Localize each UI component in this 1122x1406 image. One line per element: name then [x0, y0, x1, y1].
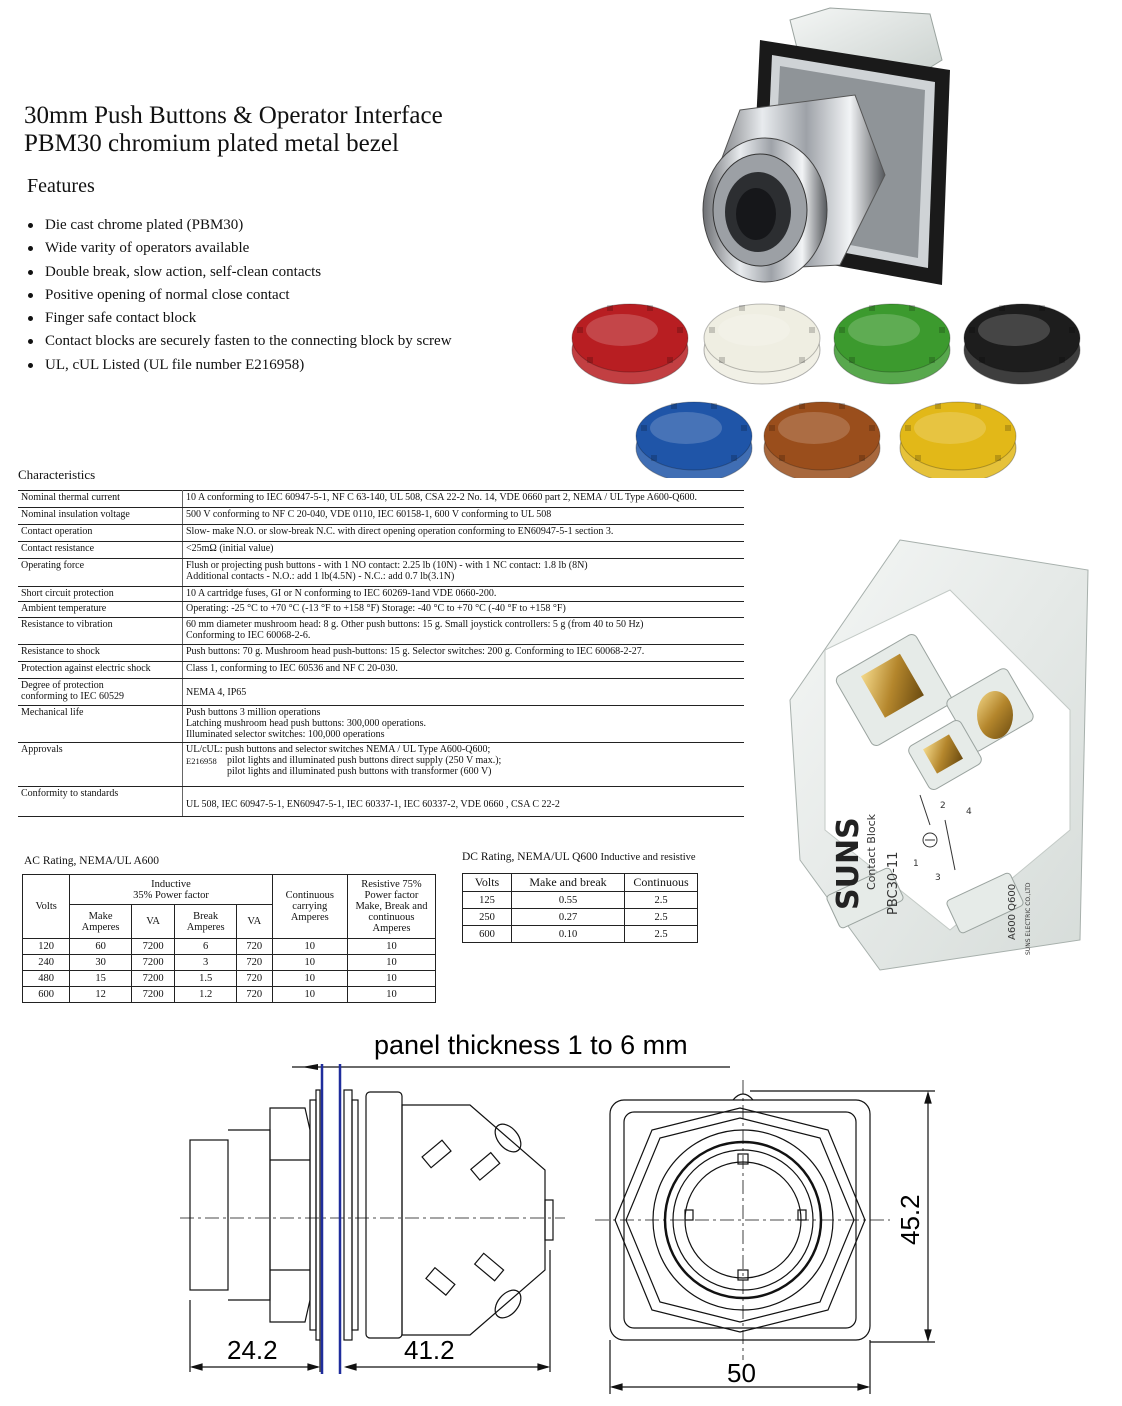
- table-cell: 720: [236, 987, 272, 1003]
- push-button-photo: [680, 0, 980, 300]
- characteristics-heading: Characteristics: [18, 467, 96, 482]
- header-line: Amperes: [81, 921, 120, 933]
- feature-item: UL, cUL Listed (UL file number E216958): [24, 354, 452, 377]
- table-cell: 720: [236, 955, 272, 971]
- header-line: Make: [88, 910, 113, 922]
- table-cell: 60: [70, 939, 132, 955]
- table-cell: 480: [23, 971, 70, 987]
- table-cell: 2.5: [625, 909, 698, 926]
- table-cell: 2.5: [625, 926, 698, 943]
- char-value: 500 V conforming to NF C 20-040, VDE 0110, IEC 60158-1, 600 V conforming to UL 508: [183, 508, 745, 525]
- table-row: [18, 542, 744, 559]
- header-line: 35% Power factor: [133, 889, 209, 901]
- char-value-line: Additional contacts - N.O.: add 1 lb(4.5N) - N.C.: add 0.7 lb(3.1N): [186, 571, 455, 582]
- side-view-nut: [270, 1108, 310, 1322]
- table-cell: 250: [463, 909, 512, 926]
- ac-rating-table: [22, 874, 436, 1003]
- table-cell: 10: [272, 987, 347, 1003]
- table-row: [18, 602, 744, 618]
- brand-logo: SUNS: [831, 817, 866, 910]
- header-line: Break: [193, 910, 219, 922]
- table-header-row: [23, 875, 436, 905]
- feature-item: Double break, slow action, self-clean contacts: [24, 261, 452, 284]
- terminal-label: 4: [966, 807, 972, 817]
- dc-rating-subtitle: Inductive and resistive: [600, 852, 696, 863]
- header-line: Amperes: [372, 923, 411, 934]
- feature-item: Contact blocks are securely fasten to the connecting block by screw: [24, 330, 452, 353]
- column-header: Volts: [23, 875, 70, 939]
- dc-rating-table: [462, 873, 698, 943]
- table-cell: 720: [236, 939, 272, 955]
- char-value-line: pilot lights and illuminated push buttons with transformer (600 V): [227, 766, 492, 777]
- char-value: 10 A conforming to IEC 60947-5-1, NF C 63-140, UL 508, CSA 22-2 No. 14, VDE 0660 part 2, NEMA / UL Type A600-Q600.: [183, 491, 745, 508]
- dimension-height: 45.2: [895, 1194, 925, 1245]
- table-cell: 10: [272, 939, 347, 955]
- char-key: Operating force: [18, 559, 183, 587]
- table-row: [18, 525, 744, 542]
- column-header: VA: [131, 905, 175, 939]
- table-cell: 7200: [131, 939, 175, 955]
- table-row: [18, 508, 744, 525]
- features-heading: Features: [27, 175, 95, 197]
- char-value-line: UL/cUL: push buttons and selector switches NEMA / UL Type A600-Q600;: [186, 744, 491, 755]
- table-row: [18, 662, 744, 679]
- char-key: Mechanical life: [18, 706, 183, 743]
- table-cell: 125: [463, 892, 512, 909]
- table-cell: 15: [70, 971, 132, 987]
- table-row: [18, 587, 744, 602]
- terminal-label: 2: [940, 801, 946, 811]
- table-row: [23, 939, 436, 955]
- rating-label: A600 Q600: [1007, 883, 1018, 940]
- table-cell: 10: [347, 939, 435, 955]
- column-header: [272, 875, 347, 939]
- char-key: Approvals: [18, 743, 183, 787]
- char-value-line: [186, 755, 741, 766]
- char-value: Push buttons: 70 g. Mushroom head push-buttons: 15 g. Selector switches: 200 g. Conforming to IEC 60068-2-27.: [183, 645, 745, 662]
- table-row: [18, 787, 744, 817]
- header-line: Make, Break and: [355, 901, 428, 912]
- feature-item: Finger safe contact block: [24, 307, 452, 330]
- char-value-line: Flush or projecting push buttons - with 1 NO contact: 2.25 lb (10N) - with 1 NC contact: 1.8 lb (8N): [186, 560, 588, 571]
- table-cell: 12: [70, 987, 132, 1003]
- side-view-bezel: [228, 1130, 270, 1300]
- char-value: 10 A cartridge fuses, GI or N conforming to IEC 60269-1and VDE 0660-200.: [183, 587, 745, 602]
- characteristics-table: [18, 490, 744, 817]
- char-key: [18, 679, 183, 706]
- column-header: [70, 875, 272, 905]
- char-key-line: conforming to IEC 60529: [21, 691, 125, 702]
- char-value: Slow- make N.O. or slow-break N.C. with direct opening operation conforming to EN60947-5-1 section 3.: [183, 525, 745, 542]
- header-line: carrying: [292, 901, 328, 912]
- column-header: [175, 905, 237, 939]
- header-line: Continuous: [285, 890, 334, 901]
- table-cell: 10: [347, 987, 435, 1003]
- char-key: Resistance to shock: [18, 645, 183, 662]
- maker-label: SUNS ELECTRIC CO.,LTD: [1025, 882, 1032, 955]
- ac-rating-heading: AC Rating, NEMA/UL A600: [24, 855, 160, 867]
- button-caps-photo: [566, 298, 1086, 478]
- table-cell: 720: [236, 971, 272, 987]
- feature-item: Wide varity of operators available: [24, 237, 452, 260]
- table-row: [18, 743, 744, 787]
- char-value: [183, 706, 745, 743]
- table-row: [18, 679, 744, 706]
- contact-block-label: Contact Block: [865, 813, 878, 890]
- char-value-line: Push buttons 3 million operations: [186, 707, 321, 718]
- char-key: Nominal thermal current: [18, 491, 183, 508]
- side-view-cap: [190, 1140, 228, 1290]
- table-cell: 10: [272, 971, 347, 987]
- char-value-text: pilot lights and illuminated push buttons direct supply (250 V max.);: [227, 755, 502, 766]
- header-line: Inductive: [151, 878, 191, 890]
- char-key: Protection against electric shock: [18, 662, 183, 679]
- char-value-line: Conforming to IEC 60068-2-6.: [186, 630, 311, 641]
- dc-rating-heading: [462, 851, 696, 863]
- char-value-line: Latching mushroom head push buttons: 300,000 operations.: [186, 718, 426, 729]
- table-header-row: [463, 874, 698, 892]
- table-cell: 10: [272, 955, 347, 971]
- button-cap: [636, 402, 752, 478]
- title-line-2: PBM30 chromium plated metal bezel: [24, 130, 399, 157]
- table-cell: 7200: [131, 987, 175, 1003]
- char-key: Nominal insulation voltage: [18, 508, 183, 525]
- panel-thickness-label: panel thickness 1 to 6 mm: [374, 1030, 688, 1060]
- button-cap: [572, 304, 688, 384]
- header-line: Amperes: [290, 912, 329, 923]
- dimension-drawing: [170, 1060, 950, 1400]
- header-line: Power factor: [364, 890, 419, 901]
- table-cell: 1.5: [175, 971, 237, 987]
- dimension-width: 50: [727, 1358, 756, 1388]
- char-key: Short circuit protection: [18, 587, 183, 602]
- button-cap: [764, 402, 880, 478]
- table-row: [463, 926, 698, 943]
- table-row: [18, 559, 744, 587]
- table-row: [18, 706, 744, 743]
- table-cell: 10: [347, 971, 435, 987]
- table-cell: 0.55: [512, 892, 625, 909]
- table-cell: 1.2: [175, 987, 237, 1003]
- char-value: <25mΩ (initial value): [183, 542, 745, 559]
- column-header: Volts: [463, 874, 512, 892]
- char-value-line: Illuminated selector switches: 100,000 operations: [186, 729, 385, 740]
- column-header: Continuous: [625, 874, 698, 892]
- table-row: [23, 971, 436, 987]
- char-value: [183, 559, 745, 587]
- char-key-line: Degree of protection: [21, 680, 104, 691]
- column-header: Make and break: [512, 874, 625, 892]
- char-key: Ambient temperature: [18, 602, 183, 618]
- terminal-label: 3: [935, 873, 941, 883]
- table-cell: 7200: [131, 955, 175, 971]
- column-header: VA: [236, 905, 272, 939]
- dc-rating-title: DC Rating, NEMA/UL Q600: [462, 851, 598, 863]
- char-value: UL 508, IEC 60947-5-1, EN60947-5-1, IEC 60337-1, IEC 60337-2, VDE 0660 , CSA C 22-2: [183, 787, 745, 817]
- table-cell: 120: [23, 939, 70, 955]
- char-key: Resistance to vibration: [18, 618, 183, 645]
- table-row: [463, 909, 698, 926]
- table-cell: 240: [23, 955, 70, 971]
- title-line-1: 30mm Push Buttons & Operator Interface: [24, 102, 443, 129]
- feature-item: Positive opening of normal close contact: [24, 284, 452, 307]
- button-cap: [964, 304, 1080, 384]
- contact-block-photo: [770, 530, 1110, 980]
- table-cell: 600: [463, 926, 512, 943]
- features-list: [24, 214, 452, 377]
- column-header: [70, 905, 132, 939]
- table-row: [23, 955, 436, 971]
- side-view-contact-block: [402, 1105, 545, 1335]
- table-cell: 30: [70, 955, 132, 971]
- table-row: [18, 491, 744, 508]
- side-view-flange: [366, 1092, 402, 1338]
- table-cell: 600: [23, 987, 70, 1003]
- char-value: Class 1, conforming to IEC 60536 and NF C 20-030.: [183, 662, 745, 679]
- char-key: Contact resistance: [18, 542, 183, 559]
- dimension-body-depth: 41.2: [404, 1335, 455, 1365]
- table-row: [23, 987, 436, 1003]
- button-cap: [704, 304, 820, 384]
- table-cell: 3: [175, 955, 237, 971]
- table-cell: 0.10: [512, 926, 625, 943]
- char-value: [183, 743, 745, 787]
- header-line: continuous: [368, 912, 415, 923]
- terminal-label: 1: [913, 859, 919, 869]
- char-value: NEMA 4, IP65: [183, 679, 745, 706]
- char-key: Contact operation: [18, 525, 183, 542]
- ul-file-number: E216958: [186, 756, 217, 766]
- table-row: [18, 645, 744, 662]
- button-cap: [834, 304, 950, 384]
- char-value: Operating: -25 °C to +70 °C (-13 °F to +158 °F) Storage: -40 °C to +70 °C (-40 °F to +158 °F): [183, 602, 745, 618]
- char-value-line: 60 mm diameter mushroom head: 8 g. Other push buttons: 15 g. Small joystick controllers: 5 g (from 40 to 50 Hz): [186, 619, 644, 630]
- feature-item: Die cast chrome plated (PBM30): [24, 214, 452, 237]
- table-cell: 0.27: [512, 909, 625, 926]
- table-cell: 2.5: [625, 892, 698, 909]
- header-line: Resistive 75%: [361, 879, 422, 890]
- page-title: [24, 102, 443, 158]
- table-cell: 10: [347, 955, 435, 971]
- button-cap: [900, 402, 1016, 478]
- char-key: Conformity to standards: [18, 787, 183, 817]
- table-cell: 6: [175, 939, 237, 955]
- dimension-front-depth: 24.2: [227, 1335, 278, 1365]
- char-value: [183, 618, 745, 645]
- table-row: [463, 892, 698, 909]
- model-number: PBC30-11: [886, 851, 901, 915]
- column-header: [347, 875, 435, 939]
- header-line: Amperes: [186, 921, 225, 933]
- table-row: [18, 618, 744, 645]
- table-cell: 7200: [131, 971, 175, 987]
